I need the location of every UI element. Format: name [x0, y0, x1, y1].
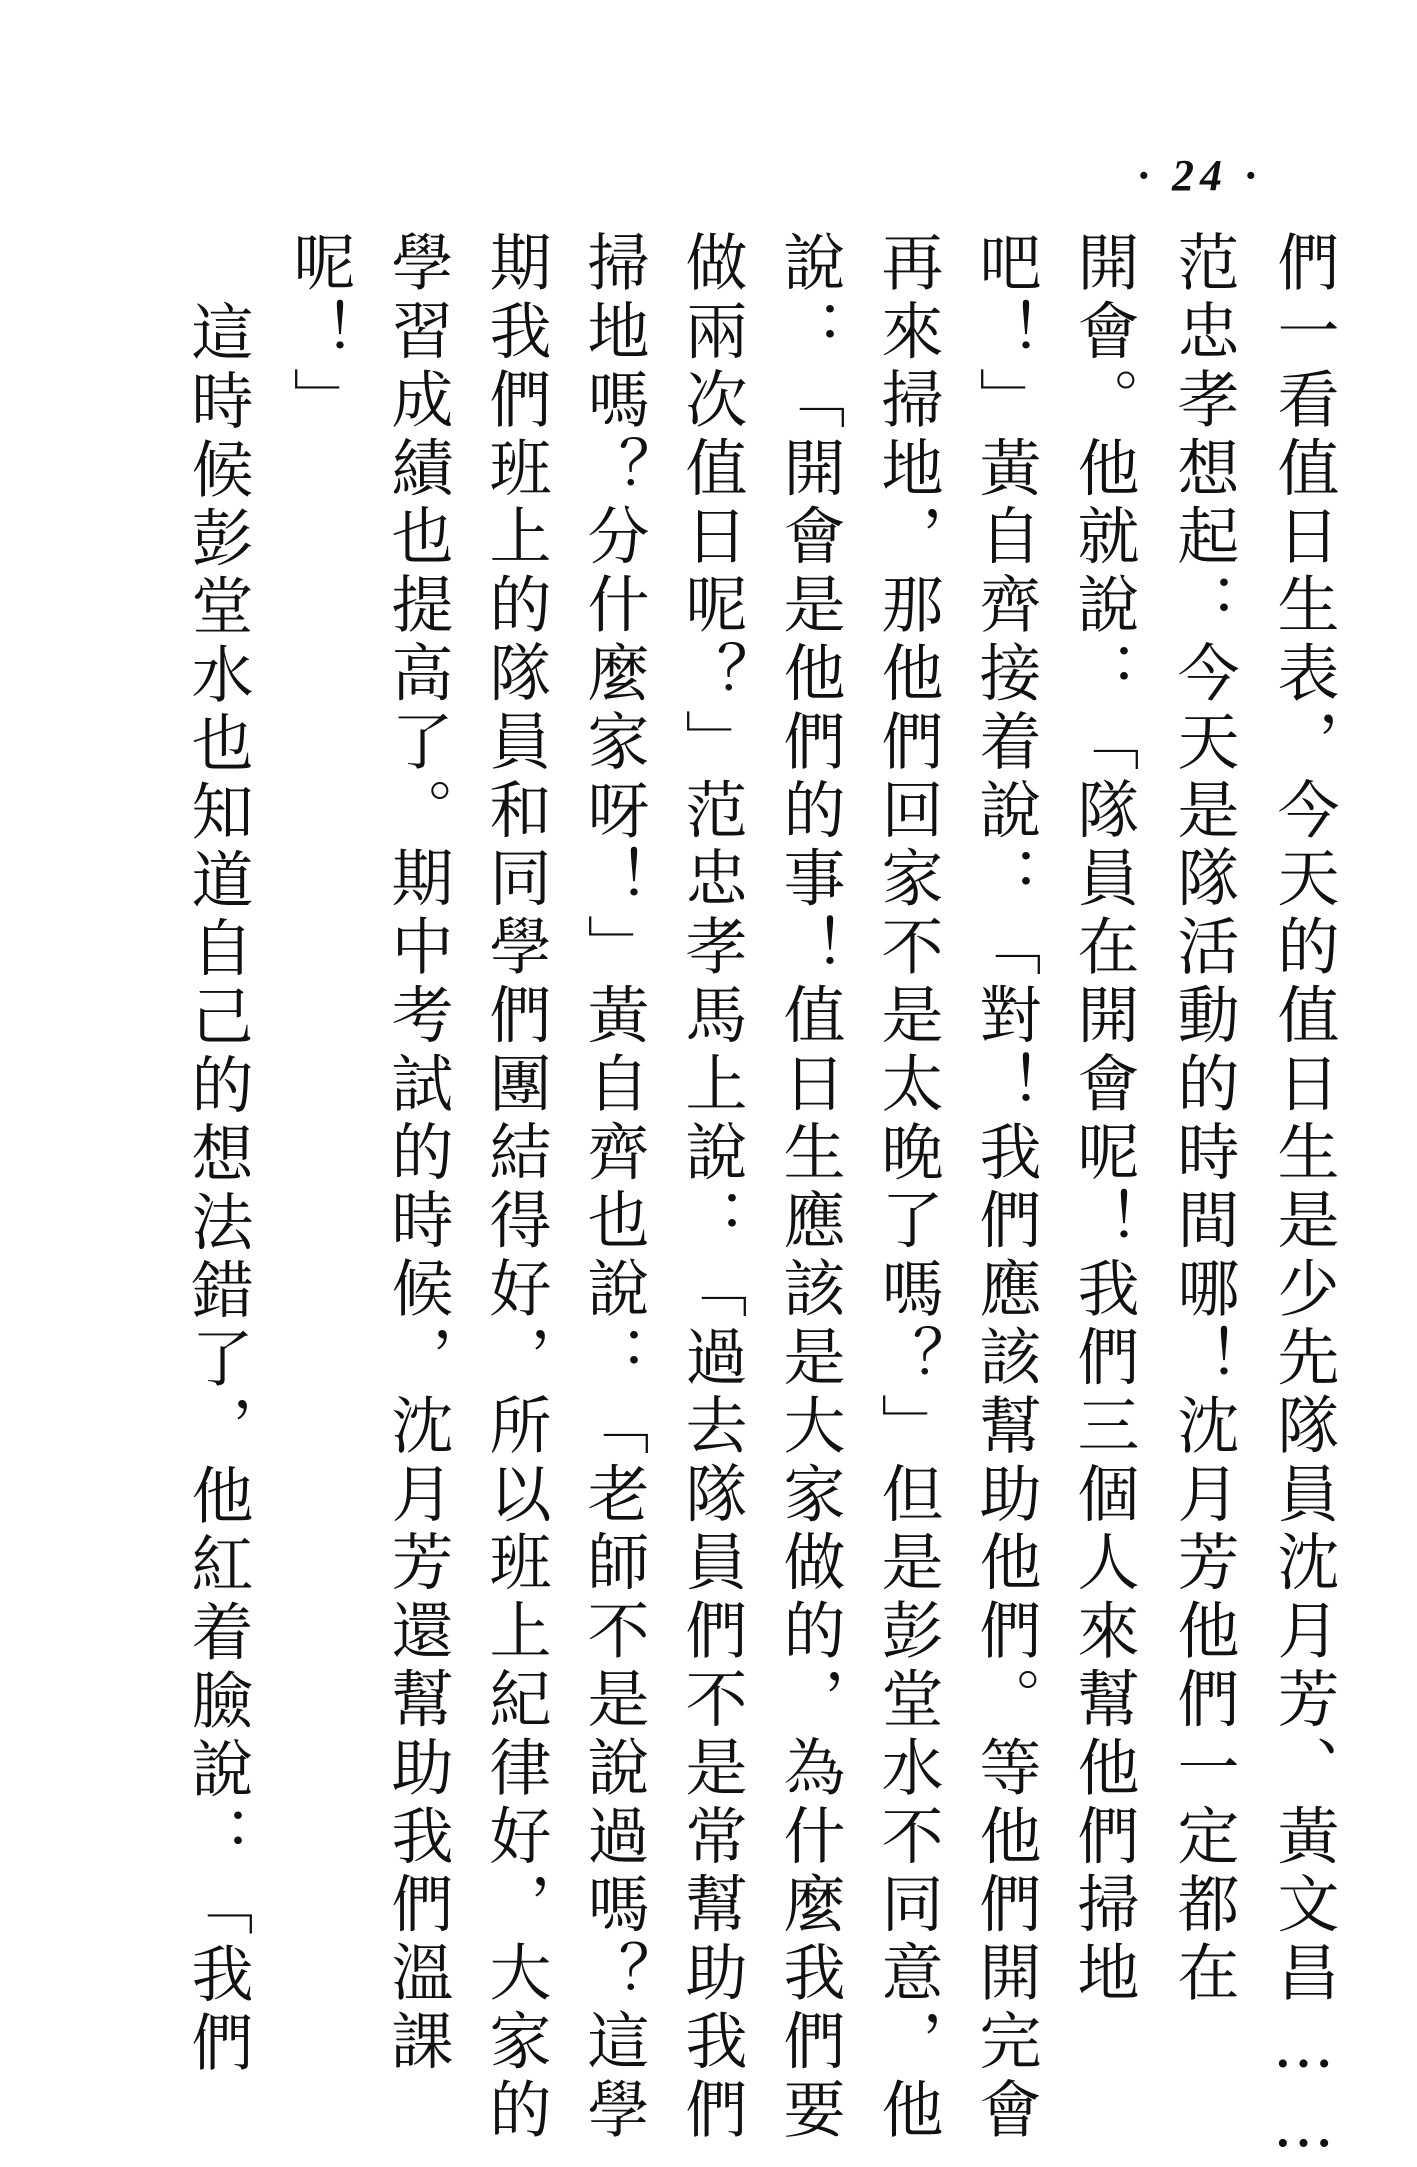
- text-column: 們一看值日生表，今天的值日生是少先隊員沈月芳、黃文昌……: [1267, 230, 1340, 2167]
- text-column: 說：「開會是他們的事！值日生應該是大家做的，為什麼我們要: [773, 230, 846, 2146]
- text-column: 范忠孝想起：今天是隊活動的時間哪！沈月芳他們一定都在: [1167, 230, 1240, 2009]
- page-number: · 24 ·: [1138, 151, 1262, 200]
- text-column: 期我們班上的隊員和同學們團結得好，所以班上紀律好，大家的: [479, 230, 552, 2146]
- text-column: 掃地嗎？分什麼家呀！」黃自齊也說：「老師不是說過嗎？這學: [577, 230, 650, 2146]
- text-column: 學習成績也提高了。期中考試的時候，沈月芳還幫助我們溫課: [381, 230, 454, 2077]
- text-column: 吧！」黃自齊接着說：「對！我們應該幫助他們。等他們開完會: [969, 230, 1042, 2146]
- text-column: 呢！」: [283, 230, 356, 436]
- text-column: 做兩次值日呢？」范忠孝馬上說：「過去隊員們不是常幫助我們: [675, 230, 748, 2146]
- text-column: 再來掃地，那他們回家不是太晚了嗎？」但是彭堂水不同意，他: [871, 230, 944, 2146]
- text-column: 這時候彭堂水也知道自己的想法錯了，他紅着臉說：「我們: [181, 300, 254, 2079]
- text-column: 開會。他就說：「隊員在開會呢！我們三個人來幫他們掃地: [1067, 230, 1140, 2009]
